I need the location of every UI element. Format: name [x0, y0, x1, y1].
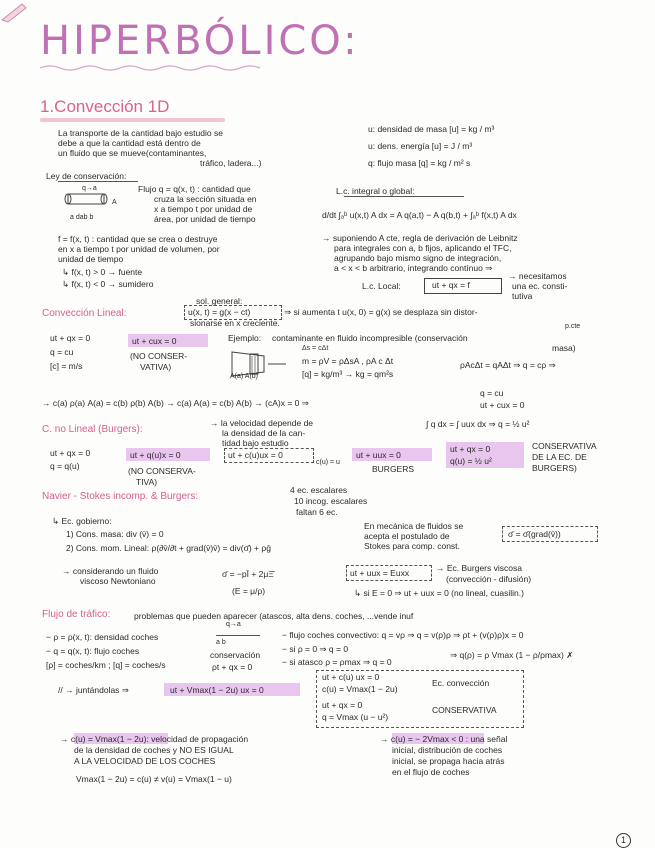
page-number: 1 [616, 833, 631, 848]
visc-desc: (convección - difusión) [446, 574, 532, 584]
conservativa-label: DE LA EC. DE [532, 452, 587, 462]
traffic-right: − flujo coches convectivo: q = vρ ⇒ q = v(ρ)ρ ⇒ ρt + (v(ρ)ρ)x = 0 [282, 630, 524, 640]
traffic-mid: conservación [210, 650, 261, 660]
traffic-mid: a b [216, 639, 226, 646]
burgers-box2: ut + c(u)ux = 0 [228, 450, 283, 460]
corner-pencil-mark [0, 0, 30, 24]
traffic-left: [ρ] = coches/km ; [q] = coches/s [46, 660, 166, 670]
cu-u: c(u) = u [316, 459, 340, 466]
cu-negative: inicial, distribución de coches [392, 745, 503, 755]
ut-cux: ut + cux = 0 [480, 400, 525, 410]
lc-local-note: una ec. consti- [512, 281, 568, 291]
burgers-eq: q = q(u) [50, 461, 80, 471]
newton-line: → considerando un fluido [62, 566, 159, 576]
cu-negative: → c(u) = − 2Vmax < 0 : una señal [380, 734, 508, 744]
lc-local-note: → necesitamos [508, 271, 567, 281]
lc-note: para integrales con a, b fijos, aplicando el TFC, [334, 243, 512, 253]
fuente-line: ↳ f(x, t) > 0 → fuente [62, 267, 143, 277]
traffic-desc: problemas que pueden aparecer (atascos, alta dens. coches, ...vende inuf [134, 611, 414, 621]
f-line: en x a tiempo t por unidad de volumen, por [58, 244, 220, 254]
ns-heading: Navier - Stokes incomp. & Burgers: [42, 491, 199, 502]
conv-eq: [c] = m/s [50, 361, 83, 371]
mec-fluid: En mecánica de fluidos se [364, 521, 464, 531]
cons-box: q(u) = ½ u² [450, 456, 492, 466]
traffic-mid: ρt + qx = 0 [212, 662, 253, 672]
traffic-system: q = Vmax (u − u²) [322, 712, 389, 722]
intro-line: un fluido que se mueve(contaminantes, [58, 148, 207, 158]
sol-general-equation: u(x, t) = g(x − ct) [188, 307, 251, 317]
section-underline [40, 118, 225, 122]
traffic-system: c(u) = Vmax(1 − 2u) [322, 684, 398, 694]
cu-negative: en el flujo de coches [392, 767, 470, 777]
pocto-note: p.cte [565, 323, 581, 330]
lc-local-equation: ut + qx = f [432, 280, 470, 290]
vel-prop: → c(u) = Vmax(1 − 2u): velocidad de propagación [60, 734, 249, 744]
flujo-line: Flujo q = q(x, t) : cantidad que [138, 184, 251, 194]
ns-eq: 1) Cons. masa: div (v̄) = 0 [66, 529, 164, 539]
ns-ec: faltan 6 ec. [296, 507, 338, 517]
title-underline [40, 64, 260, 72]
sumidero-line: ↳ f(x, t) < 0 → sumidero [62, 279, 154, 289]
traffic-mid: q→a [226, 621, 241, 628]
conservativa-label: BURGERS) [532, 463, 577, 473]
ejemplo-text: contaminante en fluido incompresible (conservación [272, 333, 468, 343]
flujo-line: x a tiempo t por unidad de [154, 204, 253, 214]
mass-eq: m = ρV = ρΔsA , ρA c Δt [302, 356, 394, 366]
traffic-left: − ρ = ρ(x, t): densidad coches [46, 632, 159, 642]
burgers-eq: ut + qx = 0 [50, 448, 91, 458]
conservativa-label-2: CONSERVATIVA [432, 705, 497, 715]
conservativa-label: CONSERVATIVA [532, 441, 597, 451]
traffic-system: ut + c(u) ux = 0 [322, 672, 380, 682]
intro-line: tráfico, ladera...) [200, 158, 262, 168]
newton-line: viscoso Newtoniano [80, 576, 156, 586]
lc-local-label: L.c. Local: [362, 281, 401, 291]
burgers-desc: la densidad de la can- [222, 428, 306, 438]
q-cu: q = cu [480, 388, 504, 398]
mec-fluid: Stokes para comp. const. [364, 541, 460, 551]
cons-box: ut + qx = 0 [450, 444, 491, 454]
pipe-label: q→a [82, 185, 97, 192]
f-line: f = f(x, t) : cantidad que se crea o destruye [58, 234, 218, 244]
no-conservativa: VATIVA) [140, 362, 172, 372]
definition-line: q: flujo masa [q] = kg / m² s [368, 158, 471, 168]
juntando-label: // → juntándolas ⇒ [58, 685, 129, 695]
intro-line: debe a que la cantidad está dentro de [58, 138, 201, 148]
juntando-box: ut + Vmax(1 − 2u) ux = 0 [170, 685, 264, 695]
vmax-eq: Vmax(1 − 2u) = c(u) ≠ v(u) = Vmax(1 − u) [76, 774, 232, 784]
ec-conveccion: Ec. convección [432, 678, 490, 688]
burgers-box3: ut + uux = 0 [356, 450, 401, 460]
pipe-label: a dab b [70, 214, 94, 221]
lc-heading: L.c. integral o global: [336, 186, 415, 196]
mec-fluid: acepta el postulado de [364, 531, 450, 541]
conv-lineal-heading: Convección Lineal: [42, 308, 127, 319]
traffic-right: − si ρ = 0 ⇒ q = 0 [282, 644, 349, 654]
ab-labels: A(a) A(b) [230, 373, 259, 380]
units-eq: [q] = kg/m³ → kg = qm²s [302, 369, 394, 379]
conv-eq: q = cu [50, 347, 74, 357]
newton-eq2: (E = μ/ρ) [232, 586, 266, 596]
visc-desc: → Ec. Burgers viscosa [436, 563, 522, 573]
traffic-system: ut + qx = 0 [322, 700, 363, 710]
sol-general-note: ⇒ si aumenta t u(x, 0) = g(x) se desplaza sin distor- [284, 307, 478, 317]
definition-line: u: densidad de masa [u] = kg / m³ [368, 124, 495, 134]
flujo-line: cruza la sección situada en [154, 194, 257, 204]
lc-local-note: tutiva [512, 291, 533, 301]
ec-gobierno: ↳ Ec. gobierno: [52, 516, 112, 526]
f-line: unidad de tiempo [58, 254, 124, 264]
lc-note: → suponiendo A cte, regla de derivación de Leibnitz [322, 233, 518, 243]
ns-eq: 2) Cons. mom. Lineal: ρ(∂v̄/∂t + grad(v̄)v̄) = div(σ̄) + ρḡ [66, 543, 271, 553]
no-conservativa: (NO CONSERVA- [128, 466, 196, 476]
delta-note: Δs = cΔt [302, 345, 329, 352]
ley-heading: Ley de conservación: [46, 171, 127, 181]
rho-eq: ρAcΔt = qAΔt ⇒ q = cρ ⇒ [460, 360, 556, 370]
section-heading: 1.Convección 1D [40, 97, 170, 116]
burgers-desc: → la velocidad depende de [210, 418, 314, 428]
traffic-q: ⇒ q(ρ) = ρ Vmax (1 − ρ/ρmax) ✗ [450, 650, 574, 660]
burgers-heading: C. no Lineal (Burgers): [42, 424, 143, 435]
visc-e0: ↳ si E = 0 ⇒ ut + uux = 0 (no lineal, cuasilin.) [354, 588, 524, 598]
burgers-desc: tidad bajo estudio [222, 438, 289, 448]
conv-eq: ut + qx = 0 [50, 333, 91, 343]
ns-ec: 4 ec. escalares [290, 485, 348, 495]
lc-note: a < x < b arbitrario, integrando contínuo ⇒ [334, 263, 493, 273]
masa-note: masa) [552, 343, 576, 353]
no-conservativa: TIVA) [136, 477, 158, 487]
traffic-left: − q = q(x, t): flujo coches [46, 646, 140, 656]
traffic-heading: Flujo de tráfico: [42, 609, 111, 620]
pipe-label: A [112, 199, 117, 206]
intro-line: La transporte de la cantidad bajo estudio se [58, 128, 223, 138]
ejemplo-label: Ejemplo: [228, 333, 262, 343]
burgers-box1: ut + q(u)x = 0 [130, 450, 181, 460]
burgers-label: BURGERS [372, 464, 415, 474]
stokes-eq: σ̄ = σ̄(grad(v̄)) [508, 529, 561, 539]
page-title: HIPERBÓLICO: [40, 18, 360, 64]
sol-general-note: sionarse en x creciente. [190, 318, 280, 328]
ns-ec: 10 incog. escalares [294, 496, 368, 506]
cu-negative: inicial, se propaga hacia atrás [392, 756, 505, 766]
conv-box-eq: ut + cux = 0 [132, 336, 177, 346]
lc-note: agrupando bajo mismo signo de integración, [334, 253, 502, 263]
no-conservativa: (NO CONSER- [130, 351, 188, 361]
lc-equation: d/dt ∫ₐᵇ u(x,t) A dx = A q(a,t) − A q(b,t) + ∫ₐᵇ f(x,t) A dx [322, 210, 517, 220]
definition-line: u: dens. energía [u] = J / m³ [368, 141, 473, 151]
traffic-right: − si atasco ρ = ρmax ⇒ q = 0 [282, 657, 392, 667]
int-eq: ∫ q dx = ∫ uux dx ⇒ q = ½ u² [426, 419, 530, 429]
vel-prop: de la densidad de coches y NO ES IGUAL [74, 745, 234, 755]
sol-general-label: sol. general: [196, 296, 243, 306]
vel-prop: A LA VELOCIDAD DE LOS COCHES [74, 756, 216, 766]
flujo-line: área, por unidad de tiempo [154, 214, 256, 224]
newton-eq: σ̄ = −pĪ + 2μΞ̄ [222, 569, 274, 579]
visc-box: ut + uux = Euxx [350, 568, 410, 578]
chain-eq: → c(a) ρ(a) A(a) = c(b) ρ(b) A(b) → c(a) A(a) = c(b) A(b) → (cA)x = 0 ⇒ [42, 398, 309, 408]
